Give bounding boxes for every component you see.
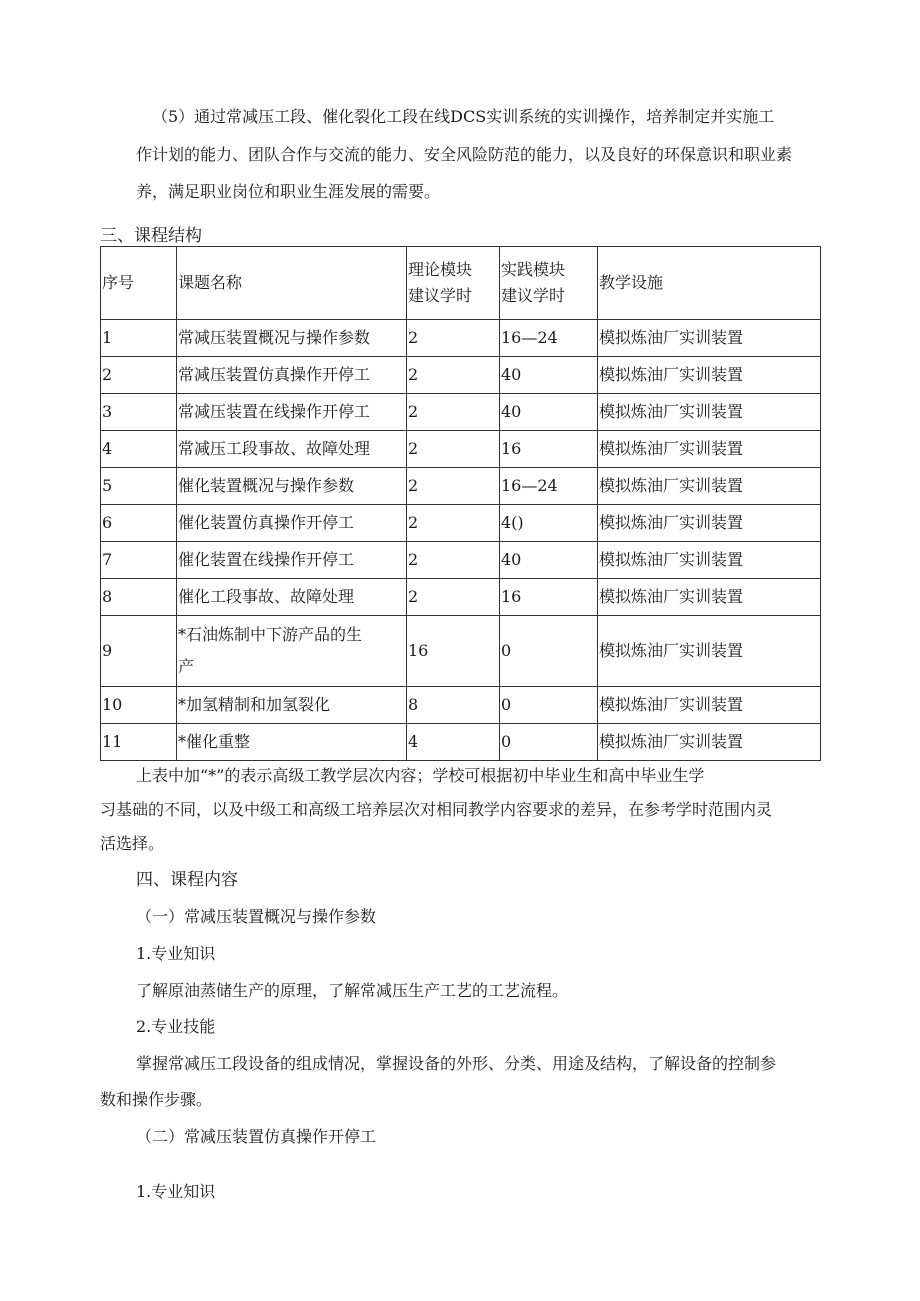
cell-name-line1: *石油炼制中下游产品的生	[178, 625, 363, 644]
cell-index: 11	[101, 724, 177, 761]
cell-facility: 模拟炼油厂实训装置	[598, 468, 821, 505]
cell-theory: 2	[407, 505, 500, 542]
cell-facility: 模拟炼油厂实训装置	[598, 687, 821, 724]
cell-index: 3	[101, 394, 177, 431]
para5-line3: 养，满足职业岗位和职业生涯发展的需要。	[136, 182, 441, 201]
para5-line1: （5）通过常减压工段、催化裂化工段在线DCS实训系统的实训操作，培养制定并实施工	[152, 107, 775, 126]
table-row	[101, 505, 821, 542]
cell-index: 8	[101, 579, 177, 616]
cell-name: *催化重整	[177, 724, 407, 761]
table-row	[101, 687, 821, 724]
cell-name: 催化装置仿真操作开停工	[177, 505, 407, 542]
cell-facility: 模拟炼油厂实训装置	[598, 542, 821, 579]
cell-facility: 模拟炼油厂实训装置	[598, 394, 821, 431]
cell-facility: 模拟炼油厂实训装置	[598, 320, 821, 357]
cell-practice: 40	[500, 542, 598, 579]
knowledge-heading-2: 1.专业知识	[136, 1182, 216, 1201]
knowledge-heading-1: 1.专业知识	[136, 944, 216, 963]
cell-name: 常减压装置概况与操作参数	[177, 320, 407, 357]
table-row	[101, 468, 821, 505]
header-theory-line2: 建议学时	[408, 286, 473, 305]
note-line2: 习基础的不同，以及中级工和高级工培养层次对相同教学内容要求的差异，在参考学时范围内灵	[100, 800, 773, 819]
cell-practice: 4()	[500, 505, 598, 542]
cell-index: 5	[101, 468, 177, 505]
cell-theory: 2	[407, 579, 500, 616]
cell-facility: 模拟炼油厂实训装置	[598, 579, 821, 616]
cell-theory: 2	[407, 357, 500, 394]
cell-facility: 模拟炼油厂实训装置	[598, 505, 821, 542]
cell-index: 10	[101, 687, 177, 724]
header-practice-line2: 建议学时	[501, 286, 566, 305]
table-row	[101, 431, 821, 468]
cell-name: *加氢精制和加氢裂化	[177, 687, 407, 724]
table-row	[101, 357, 821, 394]
table-row	[101, 394, 821, 431]
table-row	[101, 320, 821, 357]
header-theory-line1: 理论模块	[408, 260, 473, 279]
cell-name: 催化装置在线操作开停工	[177, 542, 407, 579]
cell-name: 催化工段事故、故障处理	[177, 579, 407, 616]
subsection-title-2: （二）常减压装置仿真操作开停工	[136, 1127, 377, 1146]
section-title-structure: 三、课程结构	[100, 226, 202, 246]
cell-practice: 40	[500, 357, 598, 394]
cell-index: 1	[101, 320, 177, 357]
table-row	[101, 542, 821, 579]
cell-practice: 16—24	[500, 320, 598, 357]
para5-line2: 作计划的能力、团队合作与交流的能力、安全风险防范的能力，以及良好的环保意识和职业素	[136, 145, 793, 164]
cell-theory: 2	[407, 542, 500, 579]
skill-text-line2: 数和操作步骤。	[100, 1090, 213, 1109]
header-facility: 教学设施	[598, 247, 821, 320]
cell-theory: 4	[407, 724, 500, 761]
header-practice	[500, 247, 598, 320]
cell-name	[177, 616, 407, 687]
note-line3: 活选择。	[100, 834, 165, 853]
cell-practice: 16	[500, 579, 598, 616]
cell-facility: 模拟炼油厂实训装置	[598, 357, 821, 394]
cell-name: 常减压工段事故、故障处理	[177, 431, 407, 468]
cell-facility: 模拟炼油厂实训装置	[598, 431, 821, 468]
knowledge-text-1: 了解原油蒸储生产的原理，了解常减压生产工艺的工艺流程。	[136, 981, 569, 1000]
cell-facility: 模拟炼油厂实训装置	[598, 724, 821, 761]
skill-text-line1: 掌握常减压工段设备的组成情况，掌握设备的外形、分类、用途及结构，了解设备的控制参	[136, 1054, 777, 1073]
cell-practice: 16—24	[500, 468, 598, 505]
cell-practice: 0	[500, 687, 598, 724]
cell-theory: 16	[407, 616, 500, 687]
header-theory	[407, 247, 500, 320]
cell-practice: 0	[500, 616, 598, 687]
cell-name: 常减压装置在线操作开停工	[177, 394, 407, 431]
section-title-content: 四、课程内容	[136, 870, 238, 890]
cell-theory: 2	[407, 468, 500, 505]
cell-name: 催化装置概况与操作参数	[177, 468, 407, 505]
cell-theory: 8	[407, 687, 500, 724]
subsection-title-1: （一）常减压装置概况与操作参数	[136, 907, 377, 926]
cell-theory: 2	[407, 394, 500, 431]
cell-name-line2: 产	[178, 657, 195, 676]
cell-name: 常减压装置仿真操作开停工	[177, 357, 407, 394]
header-index: 序号	[101, 247, 177, 320]
cell-index: 4	[101, 431, 177, 468]
cell-practice: 40	[500, 394, 598, 431]
table-row	[101, 616, 821, 687]
skill-heading-1: 2.专业技能	[136, 1017, 216, 1036]
cell-index: 9	[101, 616, 177, 687]
header-practice-line1: 实践模块	[501, 260, 566, 279]
cell-index: 7	[101, 542, 177, 579]
cell-theory: 2	[407, 320, 500, 357]
cell-index: 6	[101, 505, 177, 542]
table-header-row	[101, 247, 821, 320]
table-row	[101, 724, 821, 761]
course-structure-table	[100, 246, 821, 761]
note-line1: 上表中加“*”的表示高级工教学层次内容；学校可根据初中毕业生和高中毕业生学	[136, 766, 705, 785]
cell-index: 2	[101, 357, 177, 394]
cell-theory: 2	[407, 431, 500, 468]
cell-practice: 16	[500, 431, 598, 468]
table-row	[101, 579, 821, 616]
header-name: 课题名称	[177, 247, 407, 320]
cell-practice: 0	[500, 724, 598, 761]
cell-facility: 模拟炼油厂实训装置	[598, 616, 821, 687]
